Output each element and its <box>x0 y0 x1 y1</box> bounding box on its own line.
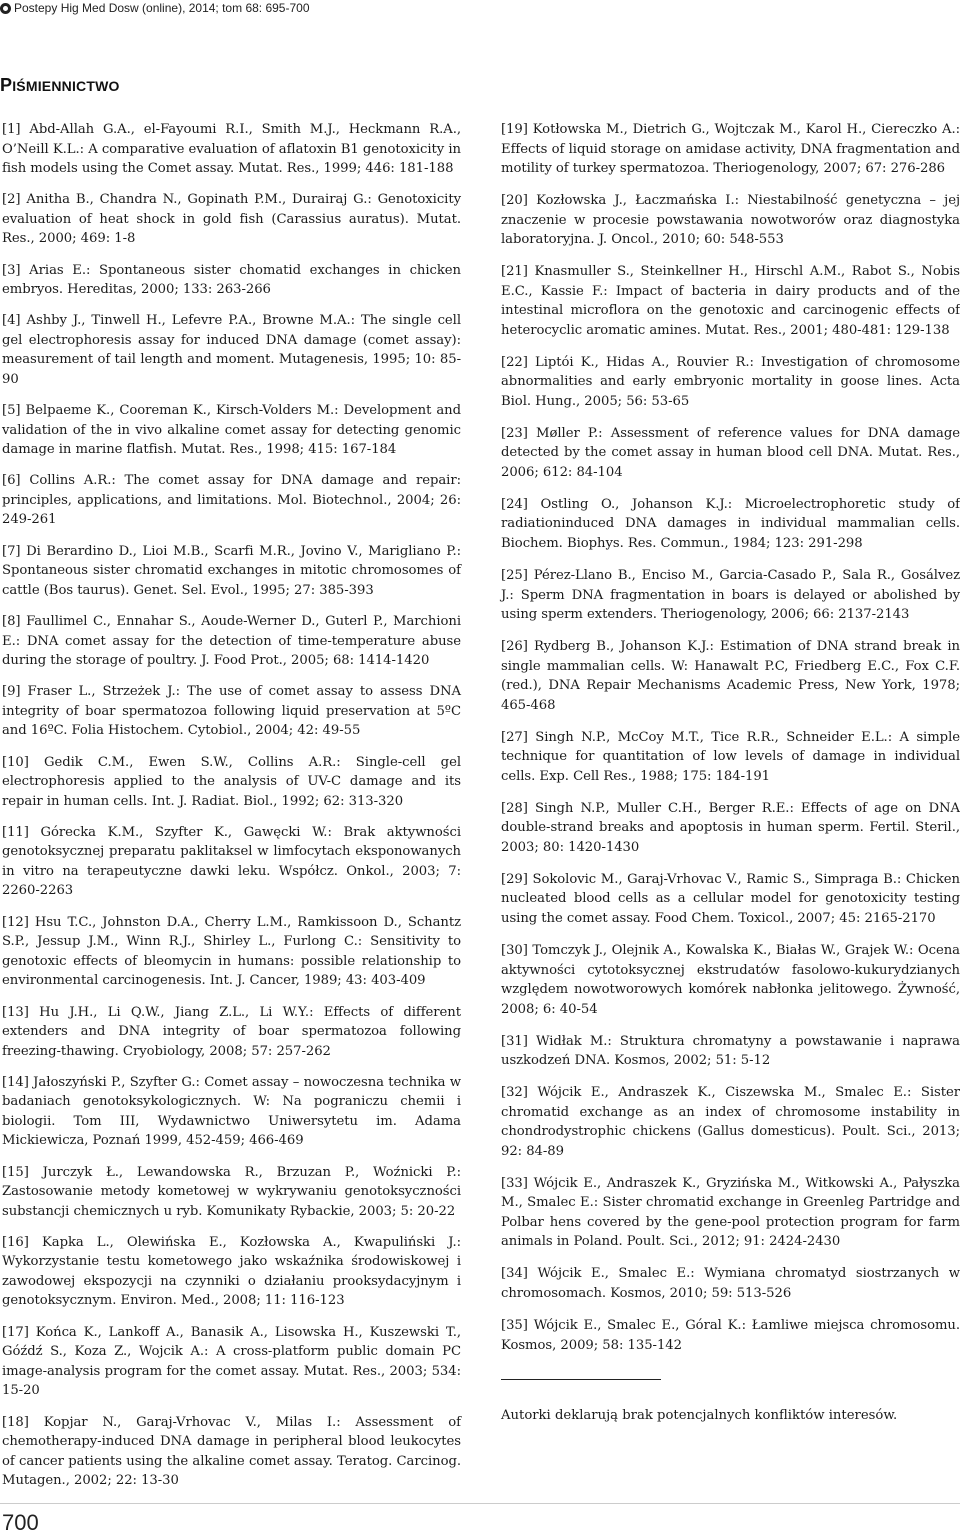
reference-item: [11] Górecka K.M., Szyfter K., Gawęcki W.: Brak aktywności genotoksycznej preparatu paklitaksel w limfocytach eksponowanych in vitro na terapeutyczne dawki leku. Współcz. Onkol., 2003; 7: 2260-2263 <box>2 824 461 899</box>
journal-logo-icon <box>0 3 11 14</box>
reference-item: [16] Kapka L., Olewińska E., Kozłowska A., Kwapuliński J.: Wykorzystanie testu kometowego jako wskaźnika środowiskowej i zawodowej ekspozycji na czynniki o działaniu prooksydacyjnym i genotoksycznym. Environ. Med., 2008; 11: 116-123 <box>2 1234 461 1309</box>
reference-item: [35] Wójcik E., Smalec E., Góral K.: Łamliwe miejsca chromosomu. Kosmos, 2009; 58: 135-142 <box>501 1318 960 1353</box>
page-number: 700 <box>2 1510 39 1535</box>
conflict-of-interest-footnote: Autorki deklarują brak potencjalnych konfliktów interesów. <box>501 1408 898 1423</box>
section-title-rest: IŚMIENNICTWO <box>12 78 120 94</box>
reference-item: [4] Ashby J., Tinwell H., Lefevre P.A., Browne M.A.: The single cell gel electrophoresis assay for induced DNA damage (comet assay): measurement of tail length and moment. Mutagenesis, 1995; 10: 85-90 <box>2 313 461 387</box>
reference-item: [14] Jałoszyński P., Szyfter G.: Comet assay – nowoczesna technika w badaniach genotoksykologicznych. W: Na pograniczu chemii i biologii. Tom III, Wydawnictwo Uniwersytetu im. Adama Mickiewicza, Poznań 1999, 452-459; 466-469 <box>2 1074 461 1149</box>
reference-item: [17] Końca K., Lankoff A., Banasik A., Lisowska H., Kuszewski T., Góźdź S., Koza Z., Wojcik A.: A cross-platform public domain PC image-analysis program for the comet assay. Mutat. Res., 2003; 534: 15-20 <box>2 1324 461 1399</box>
reference-item: [5] Belpaeme K., Cooreman K., Kirsch-Volders M.: Development and validation of the in vivo alkaline comet assay for detecting genomic damage in marine flatfish. Mutat. Res., 1998; 415: 167-184 <box>2 403 461 458</box>
reference-item: [31] Widłak M.: Struktura chromatyny a powstawanie i naprawa uszkodzeń DNA. Kosmos, 2002; 51: 5-12 <box>501 1033 960 1069</box>
reference-item: [21] Knasmuller S., Steinkellner H., Hirschl A.M., Rabot S., Nobis E.C., Kassie F.: Impact of bacteria in dairy products and of the intestinal microflora on the genotoxic and carcinogenic effects of heterocyclic aromatic amines. Mutat. Res., 2001; 480-481: 129-138 <box>501 264 960 338</box>
reference-item: [9] Fraser L., Strzeżek J.: The use of comet assay to assess DNA integrity of boar spermatozoa following liquid preservation at 5ºC and 16ºC. Folia Histochem. Cytobiol., 2004; 42: 49-55 <box>2 684 461 739</box>
reference-item: [19] Kotłowska M., Dietrich G., Wojtczak M., Karol H., Ciereczko A.: Effects of liquid storage on amidase activity, DNA fragmentation and motility of turkey spermatozoa. Theriogenology, 2007; 67: 276-286 <box>501 122 960 176</box>
reference-item: [28] Singh N.P., Muller C.H., Berger R.E.: Effects of age on DNA double-strand breaks and apoptosis in human sperm. Fertil. Steril., 2003; 80: 1420-1430 <box>501 800 960 855</box>
reference-item: [12] Hsu T.C., Johnston D.A., Cherry L.M., Ramkissoon D., Schantz S.P., Jessup J.M., Winn R.J., Shirley L., Furlong C.: Sensitivity to genotoxic effects of bleomycin in humans: possible relationship to environmental carcinogenesis. Int. J. Cancer, 1989; 43: 403-409 <box>2 914 461 989</box>
reference-item: [27] Singh N.P., McCoy M.T., Tice R.R., Schneider E.L.: A simple technique for quantitation of low levels of damage in individual cells. Exp. Cell Res., 1988; 175: 184-191 <box>501 729 960 784</box>
reference-item: [30] Tomczyk J., Olejnik A., Kowalska K., Białas W., Grajek W.: Ocena aktywności cytotoksycznej ekstrudatów fasolowo-kukurydzianych względem nowotworowych komórek nabłonka jelitowego. Żywność, 2008; 6: 40-54 <box>501 943 960 1017</box>
footnote-separator <box>501 1379 661 1380</box>
reference-item: [32] Wójcik E., Andraszek K., Ciszewska M., Smalec E.: Sister chromatid exchange as an index of chromosome instability in chondrodystrophic chickens (Gallus domesticus). Poult. Sci., 2013; 92: 84-89 <box>501 1085 960 1159</box>
reference-item: [34] Wójcik E., Smalec E.: Wymiana chromatyd siostrzanych w chromosomach. Kosmos, 2010; 59: 513-526 <box>501 1266 960 1301</box>
reference-item: [23] Møller P.: Assessment of reference values for DNA damage detected by the comet assay in human blood cell DNA. Mutat. Res., 2006; 612: 84-104 <box>501 425 960 480</box>
journal-header <box>0 0 960 16</box>
reference-item: [1] Abd-Allah G.A., el-Fayoumi R.I., Smith M.J., Heckmann R.A., O’Neill K.L.: A comparative evaluation of aflatoxin B1 genotoxicity in fish models using the Comet assay. Mutat. Res., 1999; 446: 181-188 <box>2 122 461 176</box>
reference-item: [29] Sokolovic M., Garaj-Vrhovac V., Ramic S., Simpraga B.: Chicken nucleated blood cells as a cellular model for genotoxicity testing using the comet assay. Food Chem. Toxicol., 2007; 45: 2165-2170 <box>501 871 960 926</box>
reference-item: [18] Kopjar N., Garaj-Vrhovac V., Milas I.: Assessment of chemotherapy-induced DNA damage in peripheral blood leukocytes of cancer patients using the alkaline comet assay. Teratog. Carcinog. Mutagen., 2002; 22: 13-30 <box>2 1414 461 1489</box>
reference-item: [15] Jurczyk Ł., Lewandowska R., Brzuzan P., Woźnicki P.: Zastosowanie metody kometowej w wykrywaniu genotoksyczności substancji chemicznych u ryb. Komunikaty Rybackie, 2003; 5: 20-22 <box>2 1164 461 1219</box>
reference-item: [8] Faullimel C., Ennahar S., Aoude-Werner D., Guterl P., Marchioni E.: DNA comet assay for the detection of time-temperature abuse during the storage of poultry. J. Food Prot., 2005; 68: 1414-1420 <box>2 614 461 669</box>
reference-item: [26] Rydberg B., Johanson K.J.: Estimation of DNA strand break in single mammalian cells. W: Hanawalt P.C, Friedberg E.C., Fox C.F. (red.), DNA Repair Mechanisms Academic Press, New York, 1978; 465-468 <box>501 639 960 713</box>
reference-item: [3] Arias E.: Spontaneous sister chomatid exchanges in chicken embryos. Hereditas, 2000; 133: 263-266 <box>2 262 461 298</box>
page-footer-line <box>0 1503 960 1504</box>
journal-citation: Postepy Hig Med Dosw (online), 2014; tom 68: 695-700 <box>14 1 310 15</box>
reference-item: [22] Liptói K., Hidas A., Rouvier R.: Investigation of chromosome abnormalities and early embryonic mortality in goose lines. Acta Biol. Hung., 2005; 56: 53-65 <box>501 354 960 409</box>
reference-item: [13] Hu J.H., Li Q.W., Jiang Z.L., Li W.Y.: Effects of different extenders and DNA integrity of boar spermatozoa following freezing-thawing. Cryobiology, 2008; 57: 257-262 <box>2 1004 461 1059</box>
reference-item: [24] Ostling O., Johanson K.J.: Microelectrophoretic study of radiationinduced DNA damages in individual mammalian cells. Biochem. Biophys. Res. Commun., 1984; 123: 291-298 <box>501 496 960 551</box>
reference-item: [25] Pérez-Llano B., Enciso M., Garcia-Casado P., Sala R., Gosálvez J.: Sperm DNA fragmentation in boars is delayed or abolished by using sperm extenders. Theriogenology, 2006; 66: 2137-2143 <box>501 568 960 623</box>
reference-item: [20] Kozłowska J., Łaczmańska I.: Niestabilność genetyczna – jej znaczenie w procesie powstawania nowotworów oraz diagnostyka laboratoryjna. J. Oncol., 2010; 60: 548-553 <box>501 193 960 248</box>
references-column-left <box>2 120 461 1502</box>
section-title <box>0 75 120 96</box>
reference-item: [2] Anitha B., Chandra N., Gopinath P.M., Durairaj G.: Genotoxicity evaluation of heat shock in gold fish (Carassius auratus). Mutat. Res., 2000; 469: 1-8 <box>2 192 461 247</box>
reference-item: [10] Gedik C.M., Ewen S.W., Collins A.R.: Single-cell gel electrophoresis applied to the analysis of UV-C damage and its repair in human cells. Int. J. Radiat. Biol., 1992; 62: 313-320 <box>2 754 461 809</box>
reference-item: [33] Wójcik E., Andraszek K., Gryzińska M., Witkowski A., Pałyszka M., Smalec E.: Sister chromatid exchange in Greenleg Partridge and Polbar hens covered by the gene-pool protection program for farm animals in Poland. Poult. Sci., 2012; 91: 2424-2430 <box>501 1175 960 1250</box>
reference-item: [7] Di Berardino D., Lioi M.B., Scarfi M.R., Jovino V., Marigliano P.: Spontaneous sister chromatid exchanges in mitotic chromosomes of cattle (Bos taurus). Genet. Sel. Evol., 1995; 27: 385-393 <box>2 543 461 598</box>
section-title-initial: P <box>0 75 13 95</box>
reference-item: [6] Collins A.R.: The comet assay for DNA damage and repair: principles, applications, and limitations. Mol. Biotechnol., 2004; 26: 249-261 <box>2 473 461 528</box>
references-column-right <box>501 120 960 1438</box>
